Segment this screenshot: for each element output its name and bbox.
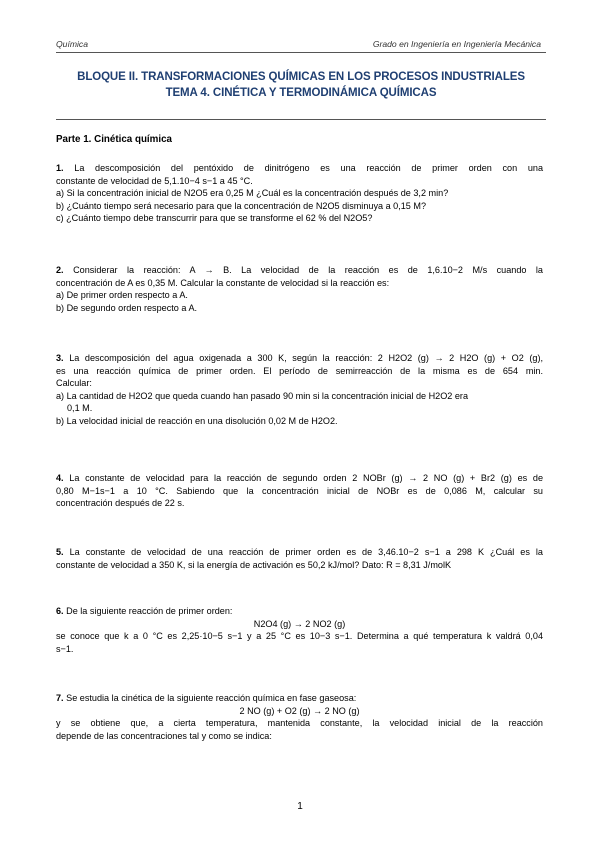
problem-line: concentración de A es 0,35 M. Calcular la constante de velocidad si la reacción es: <box>56 277 390 288</box>
problem-line: 3. La descomposición del agua oxigenada a 300 K, según la reacción: 2 H2O2 (g) → 2 H2O (g) + O2 (g), <box>56 353 543 363</box>
problem-line: b) La velocidad inicial de reacción en una disolución 0,02 M de H2O2. <box>56 415 338 426</box>
problem-line: c) ¿Cuánto tiempo debe transcurrir para que se transforme el 62 % del N2O5? <box>56 213 373 224</box>
problem-line: Calcular: <box>56 378 92 389</box>
problem-line: 0,1 M. <box>67 403 93 414</box>
title-rule <box>56 119 546 120</box>
problem-line: 6. De la siguiente reacción de primer orden: <box>56 606 233 616</box>
problem-line: 0,80 M−1s−1 a 10 °C. Sabiendo que la concentración inicial de NOBr es de 0,086 M, calcular su <box>56 485 543 496</box>
problem-line: 4. La constante de velocidad para la reacción de segundo orden 2 NOBr (g) → 2 NO (g) + Br2 (g) es de <box>56 473 543 483</box>
page-number: 1 <box>297 801 303 812</box>
problem-line: 2. Considerar la reacción: A → B. La velocidad de la reacción es de 1,6.10−2 M/s cuando la <box>56 265 543 275</box>
reaction-equation: 2 NO (g) + O2 (g) → 2 NO (g) <box>239 705 360 716</box>
problem-4 <box>56 472 543 510</box>
reaction-equation: N2O4 (g) → 2 NO2 (g) <box>253 618 346 629</box>
problem-line: y se obtiene que, a cierta temperatura, mantenida constante, la velocidad inicial de la reacción <box>56 718 543 729</box>
problem-line: es una reacción química de primer orden. El período de semirreacción de la misma es de 654 min. <box>56 365 543 376</box>
problem-line: constante de velocidad a 350 K, si la energía de activación es 50,2 kJ/mol? Dato: R = 8,31 J/molK <box>56 559 452 570</box>
problem-line: 5. La constante de velocidad de una reacción de primer orden es de 3,46.10−2 s−1 a 298 K ¿Cuál es la <box>56 547 543 557</box>
problem-line: s−1. <box>56 643 74 654</box>
problem-line: depende de las concentraciones tal y como se indica: <box>56 730 272 741</box>
problem-line: 7. Se estudia la cinética de la siguiente reacción química en fase gaseosa: <box>56 693 357 703</box>
problem-line: a) Si la concentración inicial de N2O5 era 0,25 M ¿Cuál es la concentración después de 3,2 min? <box>56 188 449 199</box>
problem-line: constante de velocidad de 5,1.10−4 s−1 a 45 °C. <box>56 175 253 186</box>
problem-6 <box>56 605 543 655</box>
problem-5 <box>56 546 543 571</box>
problem-7 <box>56 692 543 742</box>
problem-line: b) ¿Cuánto tiempo será necesario para que la concentración de N2O5 disminuya a 0,15 M? <box>56 200 427 211</box>
header-subject: Química <box>56 39 88 49</box>
section-heading: Parte 1. Cinética química <box>56 134 172 145</box>
problem-3 <box>56 352 543 428</box>
problem-line: a) De primer orden respecto a A. <box>56 290 188 301</box>
header-degree: Grado en Ingeniería en Ingeniería Mecánica <box>372 39 541 49</box>
problem-line: concentración después de 22 s. <box>56 498 185 509</box>
problem-line: b) De segundo orden respecto a A. <box>56 302 198 313</box>
problem-line: a) La cantidad de H2O2 que queda cuando han pasado 90 min si la concentración inicial de H2O2 era <box>56 390 469 401</box>
problem-1 <box>56 162 543 225</box>
block-title: BLOQUE II. TRANSFORMACIONES QUÍMICAS EN LOS PROCESOS INDUSTRIALES <box>77 71 525 83</box>
header-rule <box>56 52 546 53</box>
topic-title: TEMA 4. CINÉTICA Y TERMODINÁMICA QUÍMICAS <box>165 87 437 99</box>
problem-2 <box>56 264 543 314</box>
page-header <box>56 39 544 53</box>
problem-line: se conoce que k a 0 °C es 2,25·10−5 s−1 y a 25 °C es 10−3 s−1. Determina a qué temperatura k valdrá 0,04 <box>56 631 543 642</box>
problem-line: 1. La descomposición del pentóxido de dinitrógeno es una reacción de primer orden con una <box>56 163 543 173</box>
